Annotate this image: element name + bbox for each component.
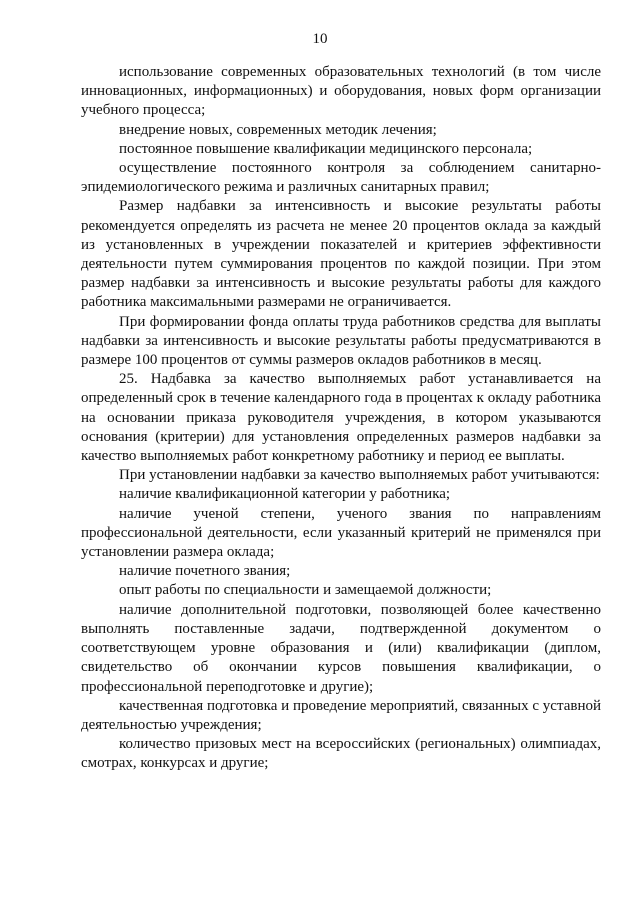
- body-text: [81, 63, 601, 774]
- paragraph: внедрение новых, современных методик лечения;: [119, 121, 437, 138]
- paragraph: использование современных образовательных технологий (в том числе инновационных, информационных) и оборудования, новых форм организации учебного процесса;: [81, 64, 601, 119]
- paragraph: количество призовых мест на всероссийских (региональных) олимпиадах, смотрах, конкурсах и другие;: [81, 736, 601, 772]
- paragraph: наличие почетного звания;: [119, 563, 291, 580]
- page-number: 10: [312, 31, 328, 47]
- paragraph: качественная подготовка и проведение мероприятий, связанных с уставной деятельностью учреждения;: [81, 697, 601, 733]
- paragraph: осуществление постоянного контроля за соблюдением санитарно-эпидемиологического режима и различных санитарных правил;: [81, 160, 601, 196]
- paragraph: При формировании фонда оплаты труда работников средства для выплаты надбавки за интенсивность и высокие результаты работы предусматриваются в размере 100 процентов от суммы размеров окладов работников в месяц.: [81, 313, 601, 369]
- paragraph: наличие квалификационной категории у работника;: [119, 486, 451, 503]
- paragraph: постоянное повышение квалификации медицинского персонала;: [119, 140, 533, 157]
- paragraph: Размер надбавки за интенсивность и высокие результаты работы рекомендуется определять из расчета не менее 20 процентов оклада за каждый из установленных в учреждении показателей и критериев эффективности деятельности путем суммирования процентов по каждой позиции. При этом размер надбавки за интенсивность и высокие результаты работы для каждого работника максимальными размерами не ограничивается.: [81, 198, 601, 311]
- paragraph: 25. Надбавка за качество выполняемых работ устанавливается на определенный срок в течение календарного года в процентах к окладу работника на основании приказа руководителя учреждения, в котором указываются основания (критерии) для установления определенных размеров надбавки за качество выполняемых работ конкретному работнику и период ее выплаты.: [81, 371, 601, 465]
- paragraph: опыт работы по специальности и замещаемой должности;: [119, 582, 492, 599]
- paragraph: наличие дополнительной подготовки, позволяющей более качественно выполнять поставленные задачи, подтвержденной документом о соответствующем уровне образования и (или) квалификации (диплом, свидетельство об окончании курсов повышения квалификации, о профессиональной переподготовке и другие);: [81, 601, 601, 695]
- paragraph: При установлении надбавки за качество выполняемых работ учитываются:: [119, 467, 600, 484]
- paragraph: наличие ученой степени, ученого звания по направлениям профессиональной деятельности, если указанный критерий не применялся при установлении размера оклада;: [81, 505, 601, 561]
